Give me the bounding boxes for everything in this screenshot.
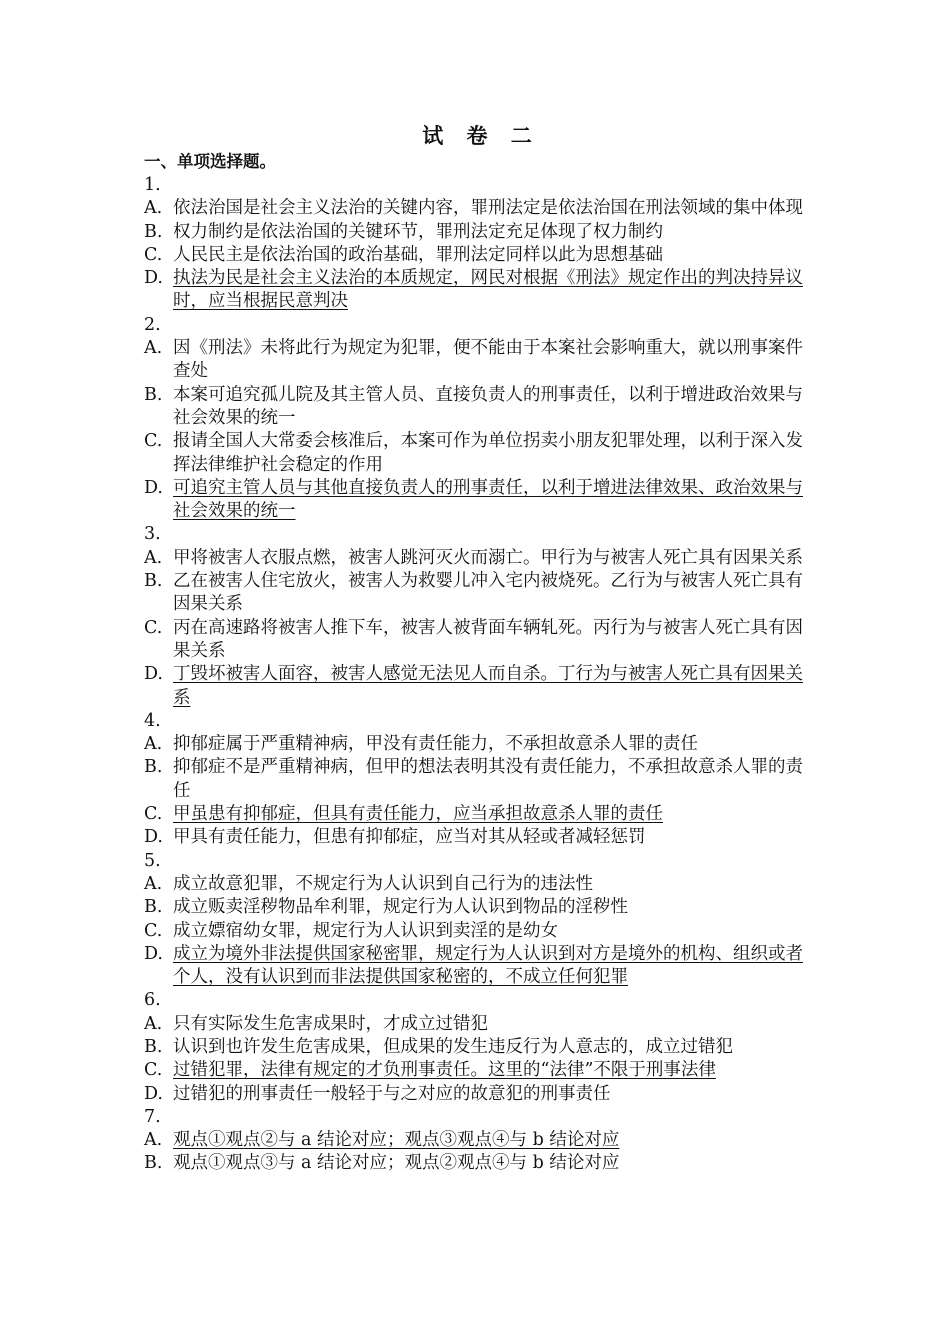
- option-letter: A.: [144, 734, 163, 755]
- option-d: [144, 477, 810, 524]
- option-a: [144, 1129, 810, 1152]
- option-letter: B.: [144, 571, 163, 592]
- option-letter: A.: [144, 873, 163, 894]
- option-text-answer: 观点①观点②与 a 结论对应；观点③观点④与 b 结论对应: [173, 1130, 620, 1151]
- question-6: [144, 989, 810, 1105]
- question-number: 3.: [144, 524, 161, 545]
- option-letter: B.: [144, 384, 163, 405]
- option-text-answer: 可追究主管人员与其他直接负责人的刑事责任，以利于增进法律效果、政治效果与社会效果的统一: [173, 477, 803, 522]
- option-a: [144, 873, 810, 896]
- option-d: [144, 943, 810, 990]
- option-b: [144, 570, 810, 617]
- option-d: [144, 663, 810, 710]
- option-b: [144, 756, 810, 803]
- option-text: 甲具有责任能力，但患有抑郁症，应当对其从轻或者减轻惩罚: [173, 827, 646, 848]
- exam-title: 试 卷 二: [422, 123, 540, 148]
- option-letter: C.: [144, 617, 163, 638]
- question-5: [144, 850, 810, 990]
- option-text: 过错犯的刑事责任一般轻于与之对应的故意犯的刑事责任: [173, 1083, 611, 1104]
- question-3: [144, 523, 810, 709]
- question-number: 2.: [144, 314, 161, 335]
- option-text: 成立嫖宿幼女罪，规定行为人认识到卖淫的是幼女: [173, 920, 558, 941]
- question-number: 1.: [144, 175, 161, 195]
- option-letter: D.: [144, 664, 163, 685]
- option-b: [144, 1036, 810, 1059]
- option-letter: B.: [144, 757, 163, 778]
- option-text: 成立故意犯罪，不规定行为人认识到自己行为的违法性: [173, 873, 593, 894]
- option-c: [144, 244, 810, 267]
- option-b: [144, 384, 810, 431]
- option-text: 只有实际发生危害成果时，才成立过错犯: [173, 1013, 488, 1034]
- option-text-answer: 甲虽患有抑郁症，但具有责任能力，应当承担故意杀人罪的责任: [173, 804, 663, 825]
- option-a: [144, 733, 810, 756]
- question-4: [144, 710, 810, 850]
- option-letter: B.: [144, 897, 163, 918]
- option-b: [144, 1152, 810, 1175]
- option-text: 观点①观点③与 a 结论对应；观点②观点④与 b 结论对应: [173, 1153, 620, 1174]
- option-letter: A.: [144, 198, 163, 219]
- option-letter: C.: [144, 1060, 163, 1081]
- option-letter: C.: [144, 244, 163, 265]
- question-1: [144, 174, 810, 314]
- option-text-answer: 丁毁坏被害人面容，被害人感觉无法见人而自杀。丁行为与被害人死亡具有因果关系: [173, 664, 803, 708]
- question-list: [144, 174, 810, 1176]
- option-d: [144, 267, 810, 314]
- option-text: 乙在被害人住宅放火，被害人为救婴儿冲入宅内被烧死。乙行为与被害人死亡具有因果关系: [173, 571, 803, 615]
- option-a: [144, 197, 810, 220]
- question-number: 4.: [144, 710, 161, 731]
- question-number: 7.: [144, 1106, 161, 1127]
- option-letter: D.: [144, 827, 163, 848]
- option-letter: B.: [144, 221, 163, 242]
- question-7: [144, 1106, 810, 1176]
- option-c: [144, 803, 810, 826]
- option-letter: D.: [144, 477, 163, 498]
- option-letter: A.: [144, 338, 163, 359]
- option-text-answer: 成立为境外非法提供国家秘密罪，规定行为人认识到对方是境外的机构、组织或者个人，没有认识到而非法提供国家秘密的，不成立任何犯罪: [173, 943, 803, 988]
- option-text: 抑郁症不是严重精神病，但甲的想法表明其没有责任能力，不承担故意杀人罪的责任: [173, 757, 803, 801]
- question-2: [144, 314, 810, 524]
- option-letter: C.: [144, 804, 163, 825]
- option-text: 权力制约是依法治国的关键环节，罪刑法定充足体现了权力制约: [173, 221, 663, 242]
- option-letter: D.: [144, 268, 163, 289]
- option-c: [144, 920, 810, 943]
- option-text: 抑郁症属于严重精神病，甲没有责任能力，不承担故意杀人罪的责任: [173, 734, 698, 755]
- option-text: 报请全国人大常委会核准后，本案可作为单位拐卖小朋友犯罪处理，以利于深入发挥法律维护社会稳定的作用: [173, 431, 803, 475]
- option-a: [144, 1013, 810, 1036]
- option-letter: A.: [144, 1130, 163, 1151]
- option-text: 丙在高速路将被害人推下车，被害人被背面车辆轧死。丙行为与被害人死亡具有因果关系: [173, 617, 803, 661]
- option-d: [144, 826, 810, 849]
- option-b: [144, 896, 810, 919]
- option-letter: C.: [144, 920, 163, 941]
- option-text-answer: 执法为民是社会主义法治的本质规定，网民对根据《刑法》规定作出的判决持异议时，应当根据民意判决: [173, 268, 803, 312]
- option-text: 人民民主是依法治国的政治基础，罪刑法定同样以此为思想基础: [173, 244, 663, 265]
- section-heading: 一、单项选择题。: [144, 152, 276, 171]
- option-c: [144, 617, 810, 664]
- option-letter: A.: [144, 1013, 163, 1034]
- option-text: 因《刑法》未将此行为规定为犯罪，便不能由于本案社会影响重大，就以刑事案件查处: [173, 338, 803, 382]
- exam-document: [144, 122, 810, 1176]
- option-letter: C.: [144, 431, 163, 452]
- option-text: 本案可追究孤儿院及其主管人员、直接负责人的刑事责任，以利于增进政治效果与社会效果的统一: [173, 384, 803, 428]
- option-letter: B.: [144, 1153, 163, 1174]
- option-letter: A.: [144, 547, 163, 568]
- option-text: 认识到也许发生危害成果，但成果的发生违反行为人意志的，成立过错犯: [173, 1036, 733, 1057]
- question-number: 5.: [144, 850, 161, 871]
- option-letter: D.: [144, 943, 163, 964]
- option-c: [144, 430, 810, 477]
- option-a: [144, 547, 810, 570]
- option-text: 成立贩卖淫秽物品牟利罪，规定行为人认识到物品的淫秽性: [173, 897, 628, 918]
- option-text: 依法治国是社会主义法治的关键内容，罪刑法定是依法治国在刑法领域的集中体现: [173, 198, 803, 219]
- option-d: [144, 1083, 810, 1106]
- option-text: 甲将被害人衣服点燃，被害人跳河灭火而溺亡。甲行为与被害人死亡具有因果关系: [173, 547, 803, 568]
- option-c: [144, 1059, 810, 1082]
- option-letter: D.: [144, 1083, 163, 1104]
- option-letter: B.: [144, 1036, 163, 1057]
- option-a: [144, 337, 810, 384]
- question-number: 6.: [144, 990, 161, 1011]
- option-text-answer: 过错犯罪，法律有规定的才负刑事责任。这里的“法律”不限于刑事法律: [173, 1060, 716, 1081]
- option-b: [144, 221, 810, 244]
